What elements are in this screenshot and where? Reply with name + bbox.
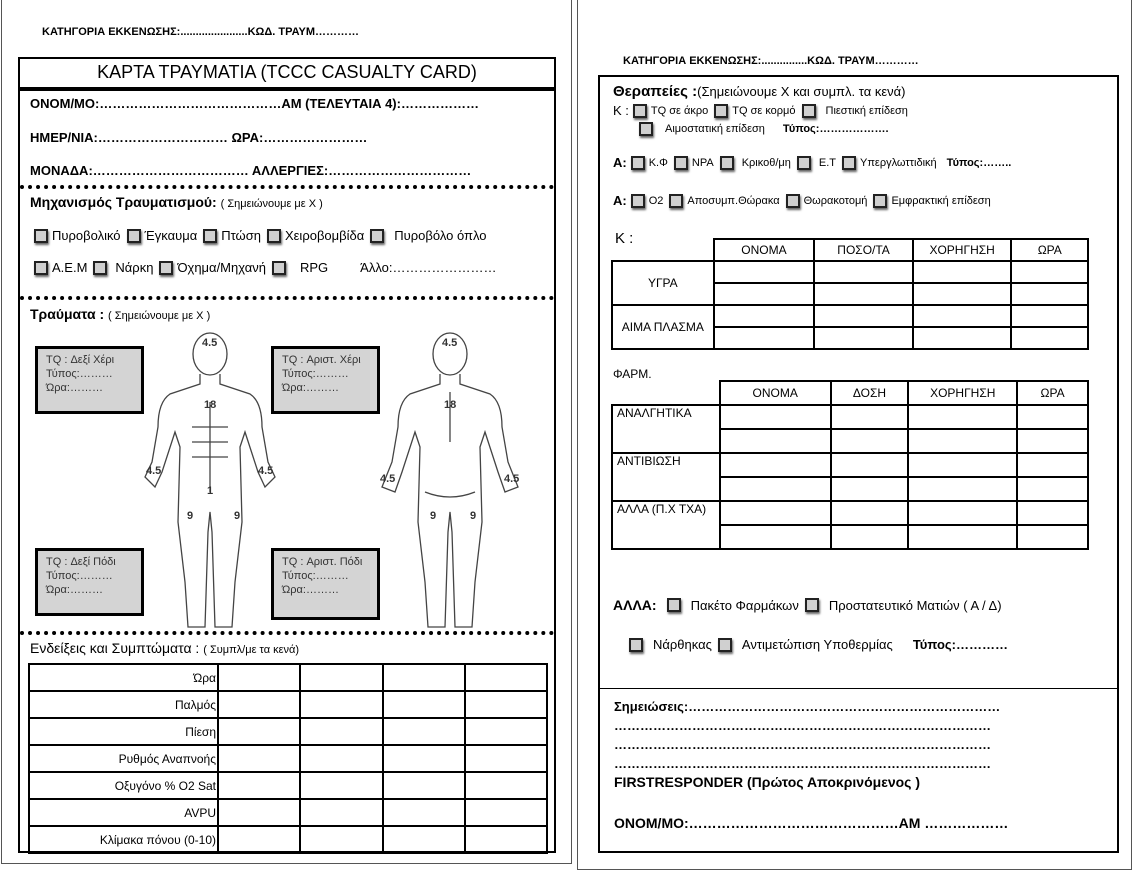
table-row (612, 261, 1088, 283)
group-label: ΑΙΜΑ ΠΛΑΣΜΑ (612, 305, 714, 349)
back-left-arm-pct: 4.5 (380, 473, 396, 485)
notes-line[interactable]: …………………………………………………………………………… (614, 718, 991, 733)
vitals-cell[interactable] (465, 799, 547, 826)
vitals-cell[interactable] (218, 718, 300, 745)
table-cell[interactable] (831, 525, 909, 549)
checkbox[interactable] (127, 229, 141, 243)
empty-corner (612, 381, 720, 405)
table-cell[interactable] (814, 283, 913, 305)
back-left-leg-pct: 9 (430, 510, 437, 522)
column-header: ΟΝΟΜΑ (714, 239, 815, 261)
evac-category-header-right: ΚΑΤΗΓΟΡΙΑ ΕΚΚΕΝΩΣΗΣ:...............ΚΩΔ. ΤΡΑΥΜ………… (623, 55, 919, 67)
table-cell[interactable] (1017, 453, 1088, 477)
vitals-row (29, 826, 547, 853)
signs-heading: Ενδείξεις και Συμπτώματα : ( Συμπλ/με τα κενά) (30, 640, 300, 656)
checkbox[interactable] (842, 156, 856, 170)
vitals-label: AVPU (29, 799, 218, 826)
vitals-cell[interactable] (300, 826, 382, 853)
table-row (612, 405, 1088, 429)
table-cell[interactable] (720, 453, 831, 477)
table-cell[interactable] (913, 261, 1012, 283)
responder-name-field[interactable]: ΟΝΟΜ/ΜΟ:………………………………………ΑΜ ……………… (614, 815, 1009, 831)
column-header: ΩΡΑ (1017, 381, 1088, 405)
table-cell[interactable] (913, 283, 1012, 305)
table-cell[interactable] (908, 525, 1017, 549)
checkbox[interactable] (667, 598, 681, 612)
table-cell[interactable] (913, 327, 1012, 349)
vitals-cell[interactable] (383, 799, 465, 826)
card-title: ΚΑΡΤΑ ΤΡΑΥΜΑΤΙΑ (TCCC CASUALTY CARD) (97, 62, 477, 82)
checkbox[interactable] (272, 261, 286, 275)
checkbox[interactable] (639, 122, 653, 136)
vitals-cell[interactable] (383, 691, 465, 718)
back-pct: 18 (444, 399, 457, 411)
vitals-label: Πίεση (29, 718, 218, 745)
table-cell[interactable] (1011, 327, 1088, 349)
column-header: ΧΟΡΗΓΗΣΗ (913, 239, 1012, 261)
table-cell[interactable] (1017, 525, 1088, 549)
table-cell[interactable] (1017, 429, 1088, 453)
table-cell[interactable] (1017, 501, 1088, 525)
front-left-arm-pct: 4.5 (258, 465, 274, 477)
vitals-label: Παλμός (29, 691, 218, 718)
table-cell[interactable] (814, 305, 913, 327)
table-cell[interactable] (1017, 477, 1088, 501)
mechanism-heading: Μηχανισμός Τραυματισμού: ( Σημειώνουμε με Χ ) (30, 194, 323, 210)
front-chest-pct: 18 (204, 399, 217, 411)
front-head-pct: 4.5 (202, 337, 218, 349)
checkbox[interactable] (802, 104, 816, 118)
vitals-cell[interactable] (383, 718, 465, 745)
table-cell[interactable] (720, 501, 831, 525)
vitals-cell[interactable] (300, 691, 382, 718)
table-cell[interactable] (714, 305, 815, 327)
table-cell[interactable] (1017, 405, 1088, 429)
vitals-label: Ώρα (29, 664, 218, 691)
fluids-label: Κ : (615, 230, 634, 247)
airway-type-field[interactable]: Τύπος:…….. (946, 156, 1012, 169)
vitals-cell[interactable] (218, 691, 300, 718)
unit-allergies-field[interactable]: ΜΟΝΑΔΑ:……………………………… ΑΛΛΕΡΓΙΕΣ:…………………………… (30, 163, 472, 178)
checkbox[interactable] (631, 194, 645, 208)
vitals-cell[interactable] (218, 826, 300, 853)
other-field[interactable]: Άλλο:…………………… (360, 260, 497, 275)
checkbox[interactable] (203, 229, 217, 243)
front-right-arm-pct: 4.5 (146, 465, 162, 477)
divider (20, 296, 554, 300)
checkbox[interactable] (718, 638, 732, 652)
meds-table (611, 380, 1089, 550)
table-cell[interactable] (720, 525, 831, 549)
other-type-field[interactable]: Τύπος:………… (912, 637, 1008, 652)
vitals-cell[interactable] (465, 745, 547, 772)
table-cell[interactable] (1011, 283, 1088, 305)
checkbox[interactable] (34, 261, 48, 275)
column-header: ΔΟΣΗ (831, 381, 909, 405)
checkbox[interactable] (631, 156, 645, 170)
checkbox[interactable] (34, 229, 48, 243)
vitals-cell[interactable] (465, 664, 547, 691)
front-body-figure (145, 333, 275, 627)
vitals-row (29, 772, 547, 799)
table-cell[interactable] (720, 429, 831, 453)
empty-corner (612, 239, 714, 261)
table-cell[interactable] (1011, 305, 1088, 327)
vitals-cell[interactable] (300, 745, 382, 772)
checkbox[interactable] (873, 194, 887, 208)
table-cell[interactable] (720, 405, 831, 429)
table-cell[interactable] (908, 429, 1017, 453)
vitals-cell[interactable] (300, 799, 382, 826)
vitals-cell[interactable] (465, 826, 547, 853)
divider (598, 688, 1119, 689)
vitals-cell[interactable] (218, 799, 300, 826)
back-body-figure (380, 333, 519, 627)
checkbox[interactable] (674, 156, 688, 170)
checkbox[interactable] (159, 261, 173, 275)
table-cell[interactable] (831, 405, 909, 429)
tq-right-leg-box[interactable]: TQ : Δεξί Πόδι Τύπος:……… Ώρα:……… (35, 548, 144, 616)
table-cell[interactable] (1011, 261, 1088, 283)
vitals-table (28, 663, 548, 854)
checkbox[interactable] (633, 104, 647, 118)
vitals-label: Ρυθμός Αναπνοής (29, 745, 218, 772)
breathing-row: Α: Ο2 Αποσυμπ.Θώρακα Θωρακοτομή Εμφρακτική επίδεση (613, 193, 991, 208)
tq-right-arm-box[interactable]: TQ : Δεξί Χέρι Τύπος:……… Ώρα:……… (35, 346, 144, 414)
tq-left-arm-box[interactable]: TQ : Αριστ. Χέρι Τύπος:……… Ώρα:……… (271, 346, 380, 414)
front-right-leg-pct: 9 (187, 510, 194, 522)
name-field[interactable]: ΟΝΟΜ/ΜΟ:……………………………………ΑΜ (ΤΕΛΕΥΤΑΙΑ 4):……………… (30, 96, 479, 111)
vitals-cell[interactable] (465, 691, 547, 718)
checkbox[interactable] (714, 104, 728, 118)
table-cell[interactable] (908, 477, 1017, 501)
checkbox[interactable] (629, 638, 643, 652)
vitals-row (29, 745, 547, 772)
column-header: ΟΝΟΜΑ (720, 381, 831, 405)
vitals-cell[interactable] (300, 718, 382, 745)
table-cell[interactable] (814, 327, 913, 349)
first-responder-heading: FIRSTRESPONDER (Πρώτος Αποκρινόμενος ) (614, 774, 921, 790)
vitals-cell[interactable] (383, 826, 465, 853)
table-cell[interactable] (831, 477, 909, 501)
vitals-cell[interactable] (300, 772, 382, 799)
airway-row: Α: Κ.Φ NPA Κρικοθ/μη Ε.Τ Υπεργλωττιδική Τύπος:…….. (613, 155, 1012, 170)
checkbox[interactable] (370, 229, 384, 243)
table-cell[interactable] (714, 327, 815, 349)
vitals-cell[interactable] (383, 664, 465, 691)
back-head-pct: 4.5 (442, 337, 458, 349)
group-label: ΑΛΛΑ (Π.Χ ΤΧΑ) (612, 501, 720, 549)
vitals-label: Κλίμακα πόνου (0-10) (29, 826, 218, 853)
checkbox[interactable] (267, 229, 281, 243)
checkbox[interactable] (805, 598, 819, 612)
vitals-cell[interactable] (383, 745, 465, 772)
other-row-2: Νάρθηκας Αντιμετώπιση Υποθερμίας Τύπος:………… (625, 637, 1008, 652)
checkbox[interactable] (669, 194, 683, 208)
injuries-heading: Τραύματα : ( Σημειώνουμε με Χ ) (30, 306, 211, 322)
back-right-leg-pct: 9 (470, 510, 477, 522)
therapies-heading: Θεραπείες :(Σημειώνουμε Χ και συμπλ. τα κενά) (613, 83, 906, 100)
vitals-cell[interactable] (465, 772, 547, 799)
evac-category-header: ΚΑΤΗΓΟΡΙΑ ΕΚΚΕΝΩΣΗΣ:......................ΚΩΔ. ΤΡΑΥΜ………… (42, 26, 360, 38)
column-header: ΧΟΡΗΓΗΣΗ (908, 381, 1017, 405)
table-row (612, 305, 1088, 327)
table-cell[interactable] (831, 501, 909, 525)
fluids-table (611, 238, 1089, 350)
table-cell[interactable] (908, 501, 1017, 525)
table-cell[interactable] (913, 305, 1012, 327)
mechanism-row-1: Πυροβολικό Έγκαυμα Πτώση Χειροβομβίδα Πυροβόλο όπλο (30, 228, 489, 243)
table-cell[interactable] (908, 405, 1017, 429)
table-cell[interactable] (714, 261, 815, 283)
table-row (612, 501, 1088, 525)
checkbox[interactable] (93, 261, 107, 275)
group-label: ΥΓΡΑ (612, 261, 714, 305)
other-row: ΑΛΛΑ: Πακέτο Φαρμάκων Προστατευτικό Ματιών ( Α / Δ) (613, 597, 1002, 613)
vitals-cell[interactable] (465, 718, 547, 745)
vitals-label: Οξυγόνο % Ο2 Sat (29, 772, 218, 799)
table-cell[interactable] (814, 261, 913, 283)
column-header: ΩΡΑ (1011, 239, 1088, 261)
back-right-arm-pct: 4.5 (504, 473, 520, 485)
front-groin-pct: 1 (207, 485, 214, 497)
vitals-row (29, 691, 547, 718)
divider (20, 185, 554, 189)
meds-label: ΦΑΡΜ. (613, 367, 652, 381)
column-header: ΠΟΣΟ/ΤΑ (814, 239, 913, 261)
table-cell[interactable] (720, 477, 831, 501)
notes-line[interactable]: …………………………………………………………………………… (614, 756, 991, 771)
vitals-cell[interactable] (383, 772, 465, 799)
title-divider (18, 87, 556, 91)
vitals-cell[interactable] (218, 772, 300, 799)
tq-left-leg-box[interactable]: TQ : Αριστ. Πόδι Τύπος:……… Ώρα:……… (271, 548, 380, 620)
front-left-leg-pct: 9 (234, 510, 241, 522)
group-label: ΑΝΑΛΓΗΤΙΚΑ (612, 405, 720, 453)
table-cell[interactable] (908, 453, 1017, 477)
k-row: Κ : TQ σε άκρο TQ σε κορμό Πιεστική επίδεση (613, 103, 908, 118)
table-cell[interactable] (714, 283, 815, 305)
table-cell[interactable] (831, 453, 909, 477)
mechanism-row-2: Α.Ε.Μ Νάρκη Όχημα/Μηχανή RPG Άλλο:…………………… (30, 260, 498, 275)
notes-line[interactable]: …………………………………………………………………………… (614, 737, 991, 752)
table-cell[interactable] (831, 429, 909, 453)
vitals-cell[interactable] (218, 664, 300, 691)
group-label: ΑΝΤΙΒΙΩΣΗ (612, 453, 720, 501)
checkbox[interactable] (720, 156, 734, 170)
notes-field[interactable]: Σημειώσεις:……………………………………………………………… (614, 699, 1001, 714)
k-row-2: Αιμοστατική επίδεση Τύπος:………………. (635, 122, 889, 136)
checkbox[interactable] (797, 156, 811, 170)
vitals-cell[interactable] (218, 745, 300, 772)
divider (20, 631, 554, 635)
date-time-field[interactable]: ΗΜΕΡ/ΝΙΑ:………………………… ΩΡΑ:…………………… (30, 130, 368, 145)
vitals-cell[interactable] (300, 664, 382, 691)
k-type-field[interactable]: Τύπος:………………. (782, 123, 889, 135)
vitals-row (29, 664, 547, 691)
table-row (612, 453, 1088, 477)
vitals-row (29, 718, 547, 745)
vitals-row (29, 799, 547, 826)
checkbox[interactable] (786, 194, 800, 208)
